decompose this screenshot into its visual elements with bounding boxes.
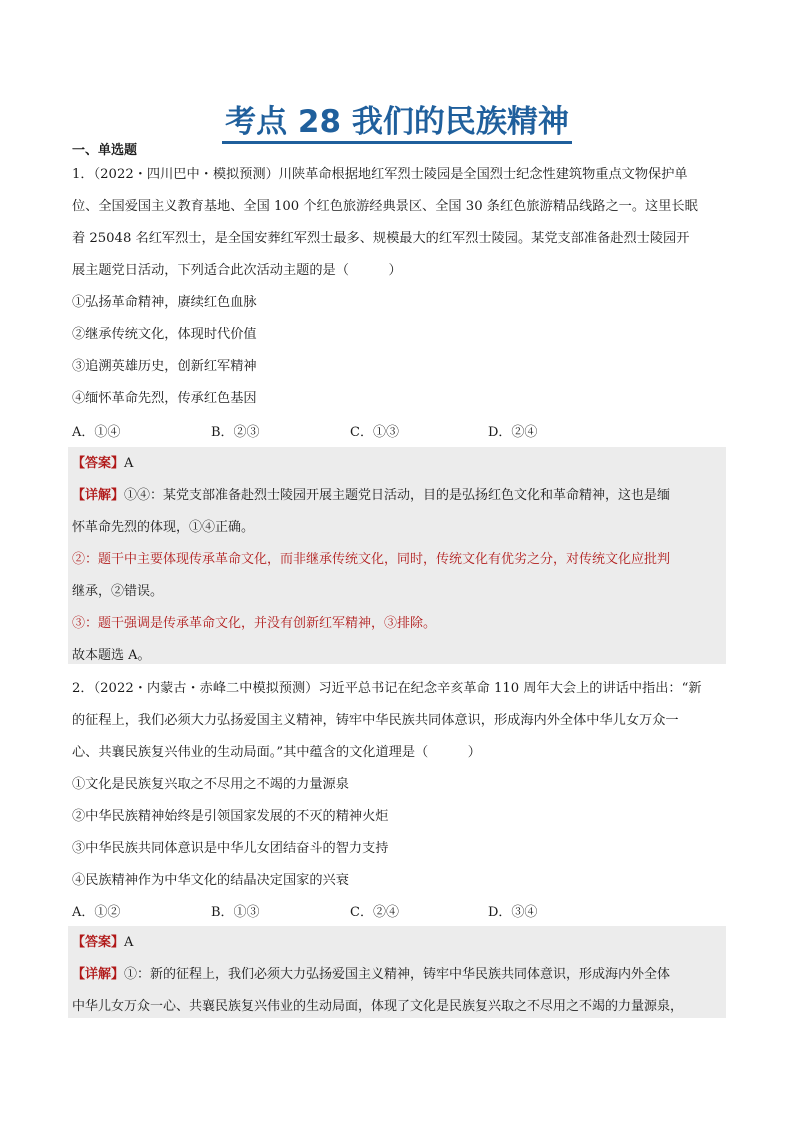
q1-detail-red-line: ②：题干中主要体现传承革命文化，而非继承传统文化，同时，传统文化有优劣之分，对传统文化应批判 — [72, 552, 671, 567]
q1-detail-line: 怀革命先烈的体现，①④正确。 — [72, 520, 255, 535]
q1-item: ②继承传统文化，体现时代价值 — [72, 327, 257, 342]
q2-stem-line: 的征程上，我们必须大力弘扬爱国主义精神，铸牢中华民族共同体意识，形成海内外全体中华儿女万众一 — [72, 713, 679, 728]
q1-detail-red-line: ③：题干强调是传承革命文化，并没有创新红军精神，③排除。 — [72, 616, 437, 631]
answer-label: 【答案】 — [72, 456, 125, 471]
section-heading: 一、单选题 — [72, 143, 138, 158]
q2-detail-line: 中华儿女万众一心、共襄民族复兴伟业的生动局面，体现了文化是民族复兴取之不尽用之不竭的力量源泉， — [72, 999, 684, 1014]
page-title: 考点 28 我们的民族精神 — [0, 96, 794, 141]
q2-stem-line: 2．（2022・内蒙古・赤峰二中模拟预测）习近平总书记在纪念辛亥革命 110 周年大会上的讲话中指出：“新 — [72, 681, 702, 696]
q1-option-d: D．②④ — [488, 425, 538, 440]
q1-item: ③追溯英雄历史，创新红军精神 — [72, 359, 257, 374]
q2-item: ④民族精神作为中华文化的结晶决定国家的兴衰 — [72, 873, 349, 888]
answer-label: 【答案】 — [72, 935, 125, 950]
q2-answer — [72, 931, 133, 950]
q1-stem-line: 1．（2022・四川巴中・模拟预测）川陕革命根据地红军烈士陵园是全国烈士纪念性建筑物重点文物保护单 — [72, 167, 688, 182]
q1-option-b: B．②③ — [211, 425, 260, 440]
q1-detail-line: 继承，②错误。 — [72, 584, 164, 599]
detail-label: 【详解】 — [72, 488, 125, 503]
q2-option-b: B．①③ — [211, 905, 260, 920]
q2-item: ②中华民族精神始终是引领国家发展的不灭的精神火炬 — [72, 809, 389, 824]
q1-detail-line: 【详解】①④：某党支部准备赴烈士陵园开展主题党日活动，目的是弘扬红色文化和革命精神，这也是缅 — [72, 488, 671, 503]
q1-answer — [72, 452, 133, 471]
q1-option-a: A．①④ — [72, 425, 121, 440]
q1-stem-line: 位、全国爱国主义教育基地、全国 100 个红色旅游经典景区、全国 30 条红色旅游精品线路之一。这里长眠 — [72, 199, 698, 214]
q1-stem-line: 展主题党日活动，下列适合此次活动主题的是（ ） — [72, 263, 402, 278]
q1-conclusion: 故本题选 A。 — [72, 648, 151, 663]
q1-stem-line: 着 25048 名红军烈士，是全国安葬红军烈士最多、规模最大的红军烈士陵园。某党支部准备赴烈士陵园开 — [72, 231, 690, 246]
q2-item: ①文化是民族复兴取之不尽用之不竭的力量源泉 — [72, 777, 349, 792]
detail-label: 【详解】 — [72, 967, 125, 982]
q2-option-a: A．①② — [72, 905, 121, 920]
q1-option-c: C．①③ — [350, 425, 399, 440]
q2-option-c: C．②④ — [350, 905, 399, 920]
q1-item: ④缅怀革命先烈，传承红色基因 — [72, 391, 257, 406]
q1-item: ①弘扬革命精神，赓续红色血脉 — [72, 295, 257, 310]
answer-value: A — [124, 935, 134, 950]
q2-stem-line: 心、共襄民族复兴伟业的生动局面。”其中蕴含的文化道理是（ ） — [72, 745, 481, 760]
q2-option-d: D．③④ — [488, 905, 538, 920]
q2-detail-line: 【详解】①：新的征程上，我们必须大力弘扬爱国主义精神，铸牢中华民族共同体意识，形成海内外全体 — [72, 967, 671, 982]
q2-item: ③中华民族共同体意识是中华儿女团结奋斗的智力支持 — [72, 841, 389, 856]
answer-value: A — [124, 456, 134, 471]
